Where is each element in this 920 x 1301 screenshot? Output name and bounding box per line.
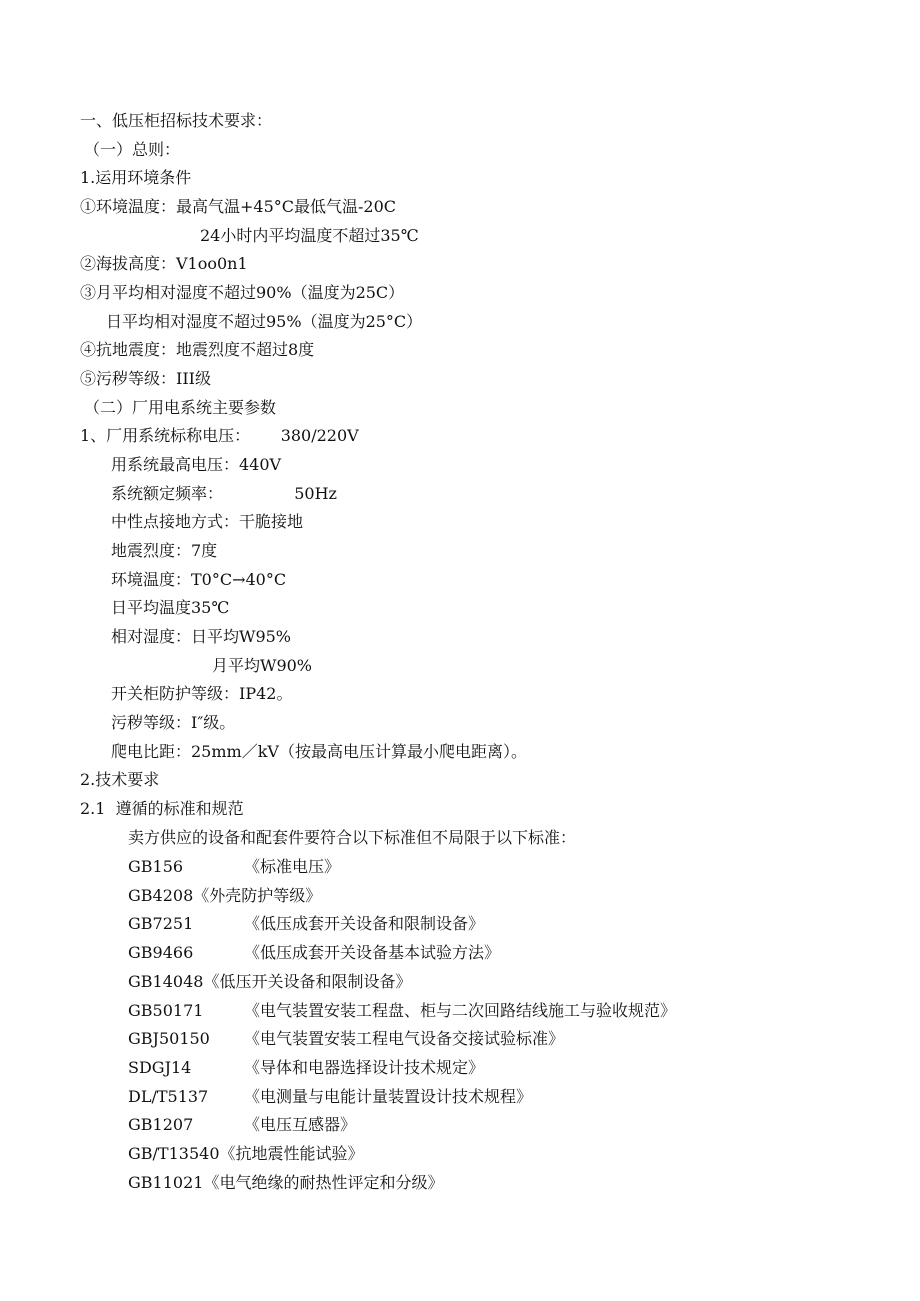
standard-title: 《电气绝缘的耐热性评定和分级》 [203, 1173, 444, 1192]
standards-intro: 卖方供应的设备和配套件要符合以下标准但不局限于以下标准： [128, 828, 577, 847]
subsection-power-params: （二）厂用电系统主要参数 [84, 398, 277, 417]
standard-code: GB156 [128, 857, 184, 876]
standard-item [128, 914, 484, 934]
env-temperature: ①环境温度：最高气温+45°C最低气温-20C [80, 197, 397, 216]
env-temperature-avg: 24小时内平均温度不超过35℃ [200, 226, 419, 245]
param-env-temp: 环境温度：T0°C→40°C [111, 570, 287, 589]
standard-code: GB4208 [128, 886, 194, 905]
heading-standards: 2.1 遵循的标准和规范 [80, 799, 244, 818]
param-max-voltage: 用系统最高电压：440V [111, 455, 282, 474]
standard-item [128, 1144, 364, 1164]
standard-code: GBJ50150 [128, 1029, 210, 1048]
standard-code: SDGJ14 [128, 1058, 192, 1077]
param-grounding: 中性点接地方式：干脆接地 [111, 512, 304, 531]
env-seismic: ④抗地震度：地震烈度不超过8度 [80, 340, 315, 359]
standard-code: GB/T13540 [128, 1144, 220, 1163]
standard-item [128, 1058, 484, 1078]
standard-code: DL/T5137 [128, 1087, 209, 1106]
standard-title: 《电测量与电能计量装置设计技术规程》 [244, 1087, 533, 1106]
standard-code: GB9466 [128, 943, 194, 962]
standard-item [128, 886, 321, 906]
standard-title: 《电气装置安装工程盘、柜与二次回路结线施工与验收规范》 [244, 1001, 677, 1020]
heading-tech-requirements: 2.技术要求 [80, 770, 160, 789]
standard-title: 《抗地震性能试验》 [219, 1144, 364, 1163]
param-rh-day: 相对湿度：日平均W95% [111, 627, 292, 646]
standard-title: 《导体和电器选择设计技术规定》 [244, 1058, 485, 1077]
standard-code: GB1207 [128, 1115, 194, 1134]
standard-title: 《电气装置安装工程电气设备交接试验标准》 [244, 1029, 565, 1048]
standard-item [128, 972, 411, 992]
param-pollution: 污秽等级：I″级。 [111, 713, 236, 732]
env-humidity-day: 日平均相对湿度不超过95%（温度为25°C） [106, 312, 423, 331]
subsection-general: （一）总则： [84, 140, 181, 159]
param-seismic: 地震烈度：7度 [111, 541, 218, 560]
standard-title: 《标准电压》 [244, 857, 341, 876]
param-day-temp: 日平均温度35℃ [111, 598, 230, 617]
standard-item [128, 1029, 564, 1049]
standard-title: 《低压成套开关设备和限制设备》 [244, 914, 485, 933]
standard-title: 《低压成套开关设备基本试验方法》 [244, 943, 501, 962]
env-humidity-month: ③月平均相对湿度不超过90%（温度为25C） [80, 283, 405, 302]
heading-environment: 1.运用环境条件 [80, 168, 192, 187]
standard-item [128, 1001, 676, 1021]
section-title: 一、低压柜招标技术要求： [80, 111, 273, 130]
standard-title: 《低压开关设备和限制设备》 [203, 972, 412, 991]
param-nominal-voltage: 1、厂用系统标称电压： 380/220V [80, 426, 359, 445]
param-creepage: 爬电比距：25mm／kV（按最高电压计算最小爬电距离）。 [111, 742, 527, 761]
standard-item [128, 943, 500, 963]
standard-code: GB14048 [128, 972, 204, 991]
standard-item [128, 857, 340, 877]
standard-item [128, 1173, 443, 1193]
standard-code: GB50171 [128, 1001, 204, 1020]
param-frequency: 系统额定频率： 50Hz [111, 484, 337, 503]
standard-code: GB11021 [128, 1173, 204, 1192]
standard-title: 《外壳防护等级》 [193, 886, 322, 905]
param-ip-rating: 开关柜防护等级：IP42。 [111, 684, 293, 703]
standard-item [128, 1087, 532, 1107]
standard-code: GB7251 [128, 914, 194, 933]
param-rh-month: 月平均W90% [212, 656, 313, 675]
standard-title: 《电压互感器》 [244, 1115, 357, 1134]
env-altitude: ②海拔高度：V1oo0n1 [80, 254, 248, 273]
env-pollution: ⑤污秽等级：III级 [80, 369, 211, 388]
standard-item [128, 1115, 356, 1135]
